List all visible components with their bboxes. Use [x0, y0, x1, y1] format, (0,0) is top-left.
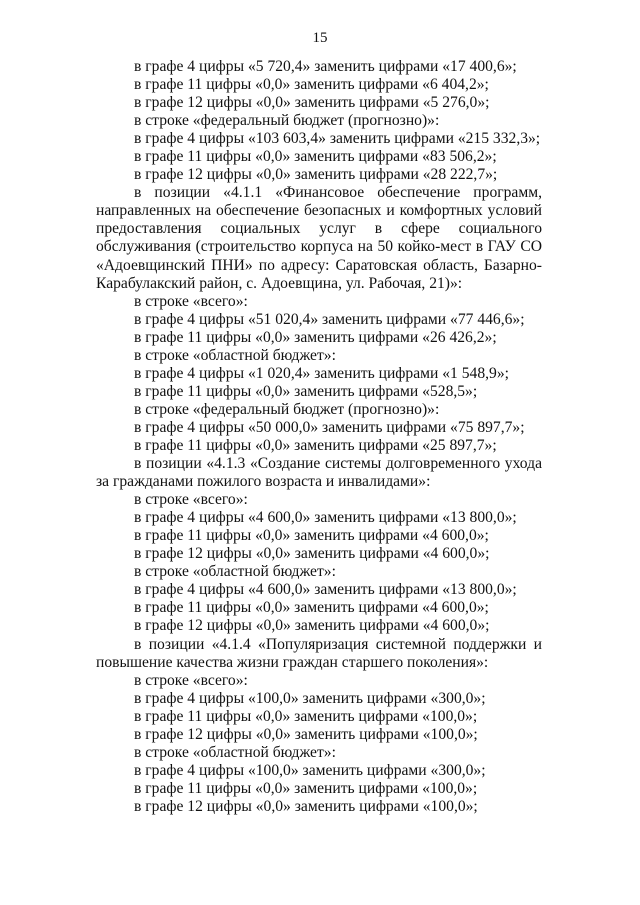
amendment-line: в графе 4 цифры «103 603,4» заменить цифрами «215 332,3»; — [134, 130, 541, 148]
amendment-paragraph: в позиции «4.1.4 «Популяризация системной поддержки и повышение качества жизни граждан старшего поколения»: — [96, 635, 542, 671]
amendment-line: в графе 11 цифры «0,0» заменить цифрами «6 404,2»; — [134, 76, 489, 94]
amendment-paragraph: в позиции «4.1.3 «Создание системы долговременного ухода за гражданами пожилого возраста и инвалидами»: — [96, 455, 542, 491]
amendment-line: в графе 11 цифры «0,0» заменить цифрами «26 426,2»; — [134, 328, 497, 346]
amendment-line: в графе 11 цифры «0,0» заменить цифрами «4 600,0»; — [134, 527, 489, 545]
page-number: 15 — [312, 30, 328, 46]
amendment-line: в графе 12 цифры «0,0» заменить цифрами «5 276,0»; — [134, 94, 490, 112]
amendment-paragraph: в позиции «4.1.1 «Финансовое обеспечение программ, направленных на обеспечение безопасных и комфортных условий предоставления социальных услуг в сфере социального обслуживания (строительство корпуса на 50 койко-мест в ГАУ СО «Адоевщинский ПНИ» по адресу: Саратовская область, Базарно-Карабулакский район, с. Адоевщина, ул. Рабочая, 21)»: — [96, 184, 542, 292]
amendment-line: в строке «областной бюджет»: — [134, 743, 336, 761]
amendment-line: в графе 4 цифры «1 020,4» заменить цифрами «1 548,9»; — [134, 364, 509, 382]
amendment-line: в графе 11 цифры «0,0» заменить цифрами «4 600,0»; — [134, 599, 489, 617]
amendment-line: в графе 11 цифры «0,0» заменить цифрами «100,0»; — [134, 707, 478, 725]
amendment-line: в графе 11 цифры «0,0» заменить цифрами «25 897,7»; — [134, 436, 497, 454]
amendment-line: в графе 4 цифры «5 720,4» заменить цифрами «17 400,6»; — [134, 58, 517, 75]
amendment-line: в графе 4 цифры «100,0» заменить цифрами «300,0»; — [134, 761, 486, 779]
amendment-line: в графе 4 цифры «51 020,4» заменить цифрами «77 446,6»; — [134, 310, 525, 328]
amendment-line: в графе 12 цифры «0,0» заменить цифрами «4 600,0»; — [134, 617, 490, 635]
amendment-line: в графе 4 цифры «50 000,0» заменить цифрами «75 897,7»; — [134, 418, 525, 436]
amendment-line: в строке «областной бюджет»: — [134, 346, 336, 364]
amendment-line: в графе 12 цифры «0,0» заменить цифрами «4 600,0»; — [134, 545, 490, 563]
amendment-line: в графе 11 цифры «0,0» заменить цифрами «100,0»; — [134, 779, 478, 797]
amendment-line: в строке «федеральный бюджет (прогнозно)»: — [134, 400, 440, 418]
amendment-line: в строке «всего»: — [134, 671, 248, 689]
amendment-line: в строке «областной бюджет»: — [134, 563, 336, 581]
amendment-line: в строке «всего»: — [134, 491, 248, 509]
amendment-line: в строке «всего»: — [134, 292, 248, 310]
amendment-line: в графе 4 цифры «100,0» заменить цифрами «300,0»; — [134, 689, 486, 707]
amendment-line: в графе 12 цифры «0,0» заменить цифрами «100,0»; — [134, 725, 478, 743]
amendment-line: в графе 11 цифры «0,0» заменить цифрами «528,5»; — [134, 382, 478, 400]
amendment-line: в графе 4 цифры «4 600,0» заменить цифрами «13 800,0»; — [134, 509, 517, 527]
amendment-line: в графе 4 цифры «4 600,0» заменить цифрами «13 800,0»; — [134, 581, 517, 599]
amendment-line: в графе 12 цифры «0,0» заменить цифрами «28 222,7»; — [134, 166, 498, 184]
amendment-line: в графе 12 цифры «0,0» заменить цифрами «100,0»; — [134, 797, 478, 815]
amendment-line: в графе 11 цифры «0,0» заменить цифрами «83 506,2»; — [134, 148, 497, 166]
document-body — [96, 58, 542, 816]
amendment-line: в строке «федеральный бюджет (прогнозно)»: — [134, 112, 440, 130]
